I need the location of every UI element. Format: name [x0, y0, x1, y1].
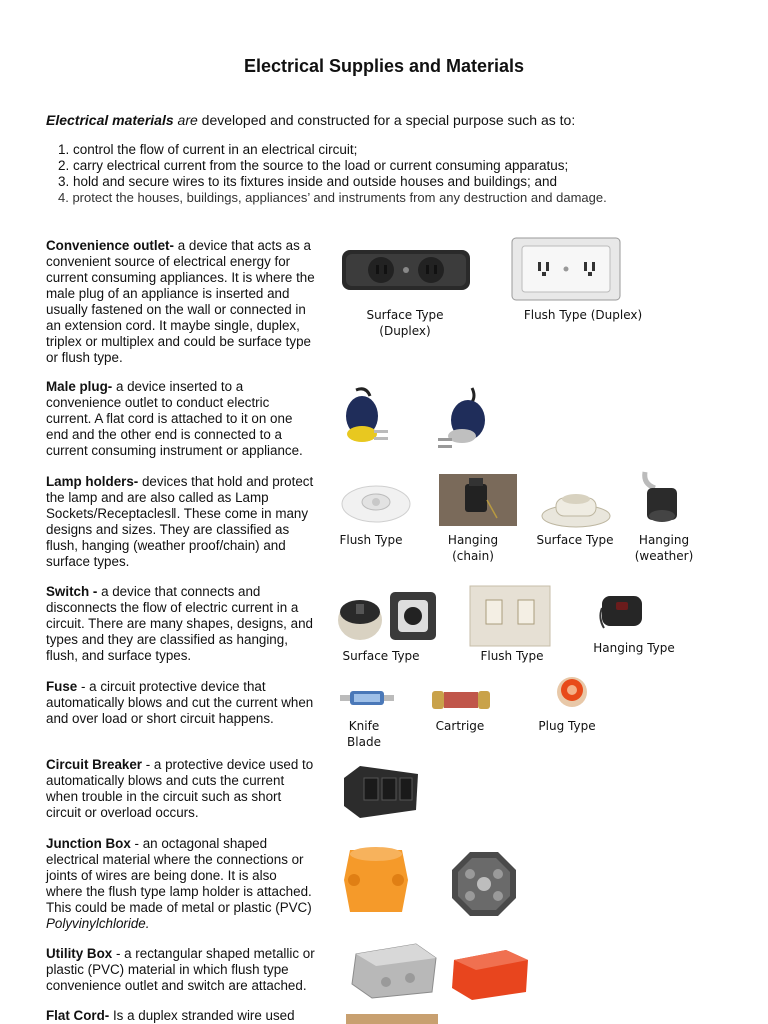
- surface-outlet-image: [336, 238, 476, 300]
- flush-lamp-holder-image: [338, 478, 414, 526]
- plug-text: a device inserted to a convenience outlet to conduct electric current. A flat cord is attached to it on one end and the other end is connected to a current consuming instrument or appliance.: [46, 379, 303, 458]
- breaker-description: [46, 757, 316, 821]
- circuit-breaker-image: [338, 760, 422, 820]
- hanging-weather-lamp-holder-image: [625, 470, 701, 528]
- page-title: Electrical Supplies and Materials: [243, 56, 525, 76]
- flush-switch-image: [468, 584, 552, 648]
- utility-description: [46, 946, 316, 994]
- junction-description: [46, 836, 316, 932]
- switch-text: a device that connects and disconnects the flow of electric current in a circuit. There are many shapes, designs, and types and they are classified as hanging, flush, and surface types.: [46, 584, 313, 663]
- caption-lamp-hanging-weather: Hanging (weather): [634, 533, 694, 563]
- plug-description: [46, 379, 316, 459]
- lamp-description: [46, 474, 316, 570]
- utility-text: - a rectangular shaped metallic or plastic (PVC) material in which flush type convenience outlet and switch are attached.: [46, 946, 315, 993]
- caption-fuse-knife-blade: Knife Blade: [347, 719, 381, 749]
- plug-fuse-image: [554, 674, 590, 710]
- flush-outlet-image: [508, 234, 624, 304]
- flatcord-term: Flat Cord-: [46, 1008, 110, 1023]
- metal-utility-box-image: [346, 938, 442, 1002]
- flatcord-description: [46, 1008, 316, 1024]
- fuse-term: Fuse: [46, 679, 78, 694]
- intro-paragraph: [46, 112, 575, 128]
- intro-lead-italic: are: [173, 112, 198, 128]
- intro-rest: developed and constructed for a special purpose such as to:: [197, 112, 576, 128]
- fuse-description: [46, 679, 316, 727]
- hanging-switch-image: [596, 588, 648, 636]
- purpose-list: [58, 142, 607, 206]
- plug-term: Male plug-: [46, 379, 113, 394]
- metal-junction-box-image: [448, 848, 520, 920]
- purpose-item: 4. protect the houses, buildings, appliances’ and instruments from any destruction and damage.: [58, 190, 607, 205]
- caption-outlet-flush: Flush Type (Duplex): [523, 308, 643, 322]
- male-plug-image-1: [336, 384, 396, 460]
- switch-term: Switch -: [46, 584, 98, 599]
- hanging-chain-lamp-holder-image: [439, 474, 517, 526]
- utility-term: Utility Box: [46, 946, 113, 961]
- outlet-text: a device that acts as a convenient source of electrical energy for current consuming appliances. It is where the male plug of an appliance is inserted and usually fastened on the wall or connected in an extension cord. It maybe single, duplex, triplex or multiplex and could be surface type or flush type.: [46, 238, 315, 365]
- plastic-junction-box-image: [340, 840, 412, 922]
- caption-switch-surface: Surface Type: [342, 649, 420, 663]
- cartridge-fuse-image: [430, 686, 492, 714]
- caption-fuse-plug: Plug Type: [538, 719, 596, 733]
- outlet-term: Convenience outlet-: [46, 238, 174, 253]
- junction-italic: Polyvinylchloride.: [46, 916, 150, 931]
- flat-cord-image: [346, 1014, 438, 1024]
- purpose-item: 1. control the flow of current in an electrical circuit;: [58, 142, 358, 157]
- caption-lamp-hanging-chain: Hanging (chain): [447, 533, 499, 563]
- breaker-term: Circuit Breaker: [46, 757, 143, 772]
- fuse-text: - a circuit protective device that automatically blows and cut the current when and over load or short circuit happens.: [46, 679, 314, 726]
- lamp-term: Lamp holders-: [46, 474, 139, 489]
- male-plug-image-2: [432, 384, 502, 460]
- intro-lead-term: Electrical materials: [46, 112, 174, 128]
- breaker-text: - a protective device used to automatically blows and cuts the current when trouble in the circuit such as short circuit or overload occurs.: [46, 757, 314, 820]
- plastic-utility-box-image: [448, 942, 532, 1004]
- purpose-item: 2. carry electrical current from the source to the load or current consuming apparatus;: [58, 158, 569, 173]
- outlet-description: [46, 238, 316, 366]
- caption-outlet-surface: Surface Type (Duplex): [366, 308, 444, 338]
- caption-switch-hanging: Hanging Type: [593, 641, 675, 655]
- surface-lamp-holder-image: [538, 486, 614, 530]
- junction-text: - an octagonal shaped electrical material where the connections or joints of wires are being done. It is also where the flush type lamp holder is attached. This could be made of metal or plastic (PVC): [46, 836, 312, 915]
- caption-switch-flush: Flush Type: [480, 649, 544, 663]
- knife-blade-fuse-image: [338, 686, 396, 710]
- caption-fuse-cartridge: Cartrige: [435, 719, 485, 733]
- caption-lamp-surface: Surface Type: [536, 533, 614, 547]
- caption-lamp-flush: Flush Type: [339, 533, 403, 547]
- junction-term: Junction Box: [46, 836, 131, 851]
- switch-description: [46, 584, 316, 664]
- flatcord-text: Is a duplex stranded wire used: [109, 1008, 295, 1023]
- surface-switch-image: [336, 588, 440, 644]
- lamp-text: devices that hold and protect the lamp and are also called as Lamp Sockets/Receptacles‖. These come in many designs and sizes. They are classified as flush, hanging (weather proof/chain) and surface types.: [46, 474, 314, 569]
- purpose-item: 3. hold and secure wires to its fixtures inside and outside houses and buildings; and: [58, 174, 558, 189]
